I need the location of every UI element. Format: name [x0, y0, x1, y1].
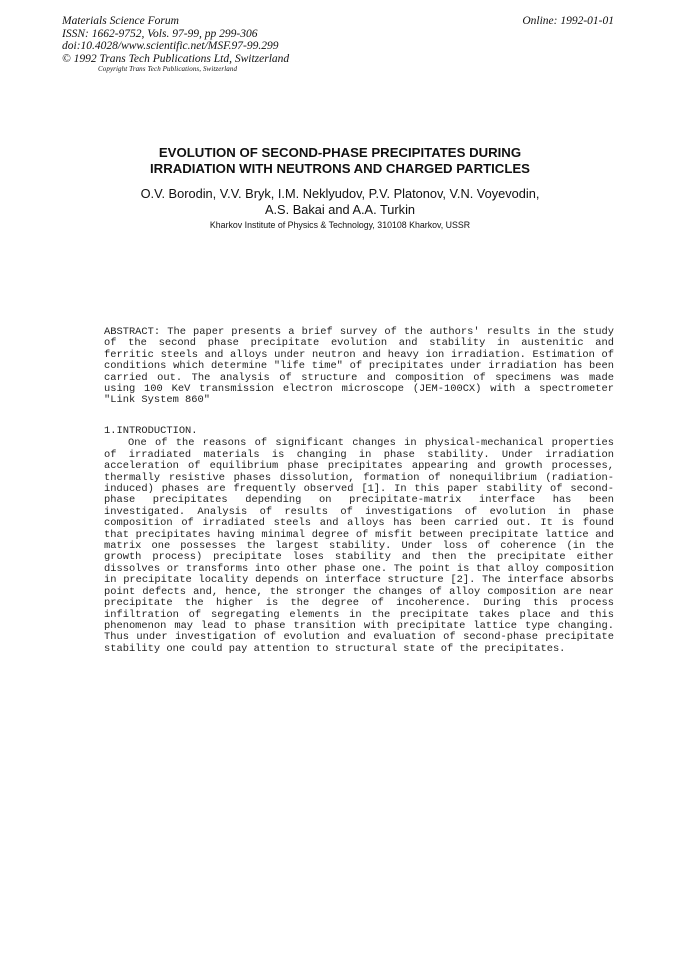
affiliation: Kharkov Institute of Physics & Technology, 310108 Kharkov, USSR [209, 220, 471, 230]
authors-line-1: O.V. Borodin, V.V. Bryk, I.M. Neklyudov, P.V. Platonov, V.N. Voyevodin, [140, 186, 540, 201]
abstract-text: The paper presents a brief survey of the authors' results in the study of the second phase precipitate evolution and stability in austenitic and ferritic steels and alloys under neutron and heavy ion irradiation. Estimation of conditions which determine "life time" of precipitates under irradiation has been carried out. The analysis of structure and composition of specimens was made using 100 KeV transmission electron microscope (JEM-100CX) with a spectrometer "Link System 860" [104, 326, 614, 407]
doi-line: doi:10.4028/www.scientific.net/MSF.97-99.299 [62, 40, 279, 53]
paper-title [60, 145, 620, 177]
introduction-paragraph: One of the reasons of significant changes in physical-mechanical properties of irradiated materials is changing in phase stability. Under irradiation acceleration of equilibrium phase precipitates appearing and growth processes, thermally resistive phases dissolution, formation of nonequilibrium (radiation-induced) phases are frequently observed [1]. In this paper stability of second-phase precipitates depending on precipitate-matrix interface has been investigated. Analysis of results of investigations of evolution in phase composition of irradiated steels and alloys has been carried out. It is found that precipitates having minimal degree of misfit between precipitate lattice and matrix one possesses the largest stability. Under loss of coherence (in the growth process) precipitate loses stability and then the precipitate either dissolves or transforms into other phase one. The point is that alloy composition in precipitate locality depends on interface structure [2]. The interface absorbs point defects and, hence, the stronger the changes of alloy composition are near precipitate the higher is the degree of incoherence. During this process infiltration of segregating elements in the precipitate takes place and this phenomenon may lead to phase transition with precipitate lattice type changing. Thus under investigation of evolution and evaluation of second-phase precipitate stability one could pay attention to structural state of the precipitates. [104, 437, 614, 655]
online-date: Online: 1992-01-01 [522, 15, 614, 27]
author-list [60, 186, 620, 217]
introduction-section [104, 426, 614, 655]
journal-name: Materials Science Forum [62, 15, 179, 27]
abstract-paragraph [104, 327, 614, 407]
title-line-2: IRRADIATION WITH NEUTRONS AND CHARGED PARTICLES [150, 161, 530, 176]
authors-line-2: A.S. Bakai and A.A. Turkin [264, 201, 416, 217]
citation-block [62, 15, 289, 74]
issn-line: ISSN: 1662-9752, Vols. 97-99, pp 299-306 [62, 27, 258, 40]
copyright-small-line: Copyright Trans Tech Publications, Switzerland [98, 65, 238, 74]
abstract-label: ABSTRACT: [104, 326, 161, 338]
title-line-1: EVOLUTION OF SECOND-PHASE PRECIPITATES DURING [158, 145, 522, 160]
copyright-line: © 1992 Trans Tech Publications Ltd, Switzerland [62, 52, 290, 65]
abstract-block [104, 327, 614, 407]
section-heading: 1.INTRODUCTION. [104, 425, 198, 437]
